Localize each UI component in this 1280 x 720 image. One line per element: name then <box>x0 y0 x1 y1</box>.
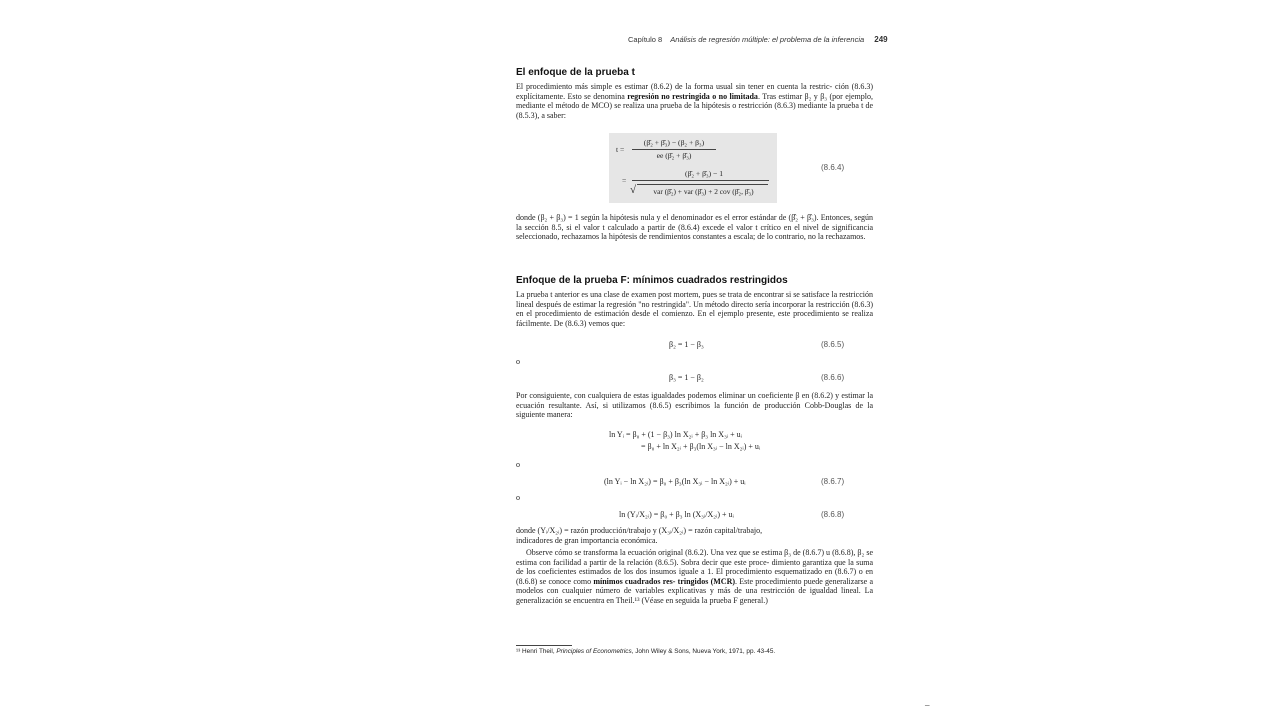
sqrt-symbol: √ <box>630 184 637 196</box>
paragraph-t-test-intro <box>516 82 873 120</box>
chapter-label: Capítulo 8 <box>628 35 663 44</box>
equation-8-6-5: β₂ = 1 − β₃ <box>669 340 704 349</box>
bold-term: mínimos cuadrados res- tringidos (MCR) <box>593 576 736 586</box>
heading-text: El enfoque de la prueba t <box>516 67 635 78</box>
formula-denominator-1: ee (β̂₂ + β̂₃) <box>656 151 692 160</box>
footnote-13 <box>516 648 775 655</box>
equation-8-6-8: ln (Yᵢ/X₂ᵢ) = β₀ + β₃ ln (X₃ᵢ/X₂ᵢ) + uᵢ <box>619 510 734 519</box>
equation-number-8-6-7: (8.6.7) <box>821 477 845 486</box>
paragraph-t-test-conclusion: donde (β₂ + β₃) = 1 según la hipótesis nula y el denominador es el error estándar de (β̂₂ + β̂₃). Entonces, según la sección 8.5, si el valor t calculado a partir de (8.6.4) excede el valor t crítico en el nivel de significancia seleccionado, rechazamos la hipótesis de rendimientos constantes a escala; de lo contrario, no la rechazamos. <box>516 213 873 242</box>
section-heading-t-test <box>516 67 635 78</box>
equation-number-8-6-5: (8.6.5) <box>821 340 845 349</box>
text-run: El procedimiento más simple es estimar (8.6.2) de la forma usual sin tener en cuenta la restric- ción (8.6.3) explícitamente. Esto se denomina <box>516 82 873 101</box>
corner-mark: – <box>925 700 930 710</box>
equation-number-8-6-8: (8.6.8) <box>821 510 845 519</box>
equation-8-6-6: β₃ = 1 − β₂ <box>669 373 704 382</box>
sqrt-overline <box>637 184 768 185</box>
connector-o: o <box>516 460 520 469</box>
paragraph-cobb-douglas: Por consiguiente, con cualquiera de estas igualdades podemos eliminar un coeficiente β en (8.6.2) y estimar la ecuación resultante. Así, si utilizamos (8.6.5) escribimos la función de producción Cobb-Douglas de la siguiente manera: <box>516 391 873 420</box>
page-number: 249 <box>874 35 888 44</box>
running-header <box>628 35 888 44</box>
paragraph-ratios <box>516 526 873 545</box>
connector-o: o <box>516 493 520 502</box>
formula-equals: = <box>622 176 627 185</box>
fraction-bar-2 <box>632 180 769 181</box>
formula-numerator-2: (β̂₂ + β̂₃) − 1 <box>684 169 724 178</box>
equation-number-8-6-6: (8.6.6) <box>821 373 845 382</box>
book-title: Principles of Econometrics <box>556 648 632 655</box>
bold-term: regresión no restringida o no limitada <box>627 91 758 101</box>
text-line: indicadores de gran importancia económica. <box>516 535 658 545</box>
formula-denominator-2: var (β̂₂) + var (β̂₃) + 2 cov (β̂₂, β̂₃) <box>653 187 754 196</box>
footnote-rule <box>516 645 572 646</box>
formula-t-label: t = <box>616 145 625 154</box>
connector-o: o <box>516 357 520 366</box>
heading-text: Enfoque de la prueba F: mínimos cuadrados restringidos <box>516 275 788 286</box>
formula-numerator-1: (β̂₂ + β̂₃) − (β₂ + β₃) <box>643 138 705 147</box>
text-run: . Tras estimar β₂ y β₃ (por ejemplo, mediante el método de MCO) se realiza una prueba de la hipótesis o restricción (8.6.3) mediante la prueba t de (8.5.3), a saber: <box>516 91 873 120</box>
running-title: Análisis de regresión múltiple: el problema de la inferencia <box>670 35 865 44</box>
equation-cobb-douglas-1: ln Yᵢ = β₀ + (1 − β₃) ln X₂ᵢ + β₃ ln X₃ᵢ + uᵢ <box>609 430 742 439</box>
text-run: . Este procedimiento puede generalizarse a modelos con cualquier número de variables explicativas y más de una restricción de igualdad lineal. La generalización se encuentra en Theil.¹³ (Véase en seguida la prueba F general.) <box>516 576 873 605</box>
text-run: ¹³ Henri Theil, <box>516 648 557 655</box>
paragraph-f-test-intro: La prueba t anterior es una clase de examen post mortem, pues se trata de encontrar si se satisface la restricción lineal después de estimar la regresión "no restringida". Un método directo sería incorporar la restricción (8.6.3) en el procedimiento de estimación desde el comienzo. En el ejemplo presente, este procedimiento se realiza fácilmente. De (8.6.3) vemos que: <box>516 290 873 328</box>
paragraph-mcr <box>516 548 873 606</box>
equation-8-6-7: (ln Yᵢ − ln X₂ᵢ) = β₀ + β₃(ln X₃ᵢ − ln X₂ᵢ) + uᵢ <box>604 477 746 486</box>
fraction-bar-1 <box>632 149 716 150</box>
section-heading-f-test <box>516 275 788 286</box>
equation-number-8-6-4: (8.6.4) <box>821 163 845 172</box>
text-line: donde (Yᵢ/X₂ᵢ) = razón producción/trabajo y (X₃ᵢ/X₂ᵢ) = razón capital/trabajo, <box>516 526 763 535</box>
equation-cobb-douglas-2: = β₀ + ln X₂ᵢ + β₃(ln X₃ᵢ − ln X₂ᵢ) + uᵢ <box>641 442 761 451</box>
text-run: Observe cómo se transforma la ecuación original (8.6.2). Una vez que se estima β₃ de (8.6.7) u (8.6.8), β₂ se estima con facilidad a partir de la relación (8.6.5). Sobra decir que este proce- dimiento garantiza que la suma de los coeficientes estimados de los dos insumos iguale a 1. El procedimiento esquematizado en (8.6.7) o en (8.6.8) se conoce como <box>516 548 873 586</box>
text-run: , John Wiley & Sons, Nueva York, 1971, pp. 43-45. <box>631 648 776 655</box>
